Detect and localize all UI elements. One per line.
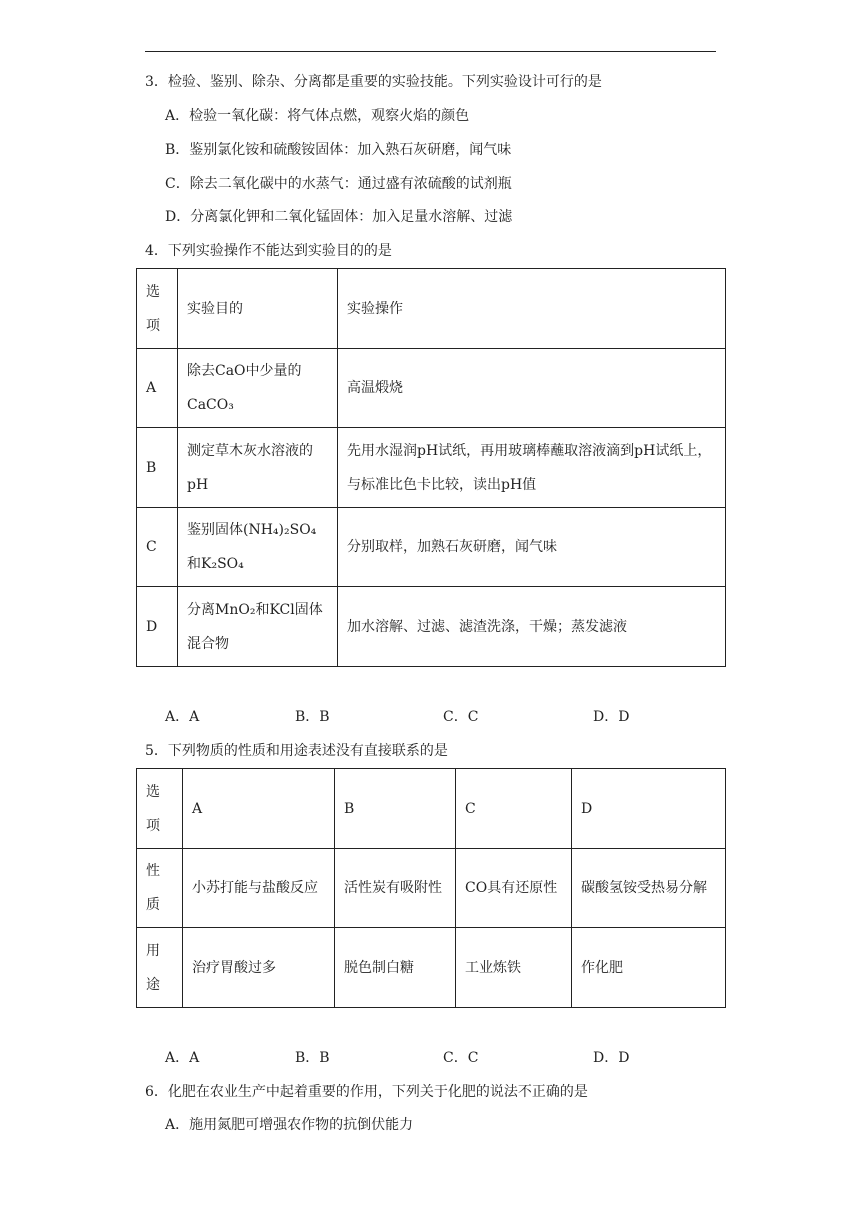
table-row [137, 428, 726, 508]
question-6-stem: 6．化肥在农业生产中起着重要的作用，下列关于化肥的说法不正确的是 [145, 1084, 588, 1100]
header-operation: 实验操作 [338, 269, 726, 349]
table-row-use [137, 928, 726, 1008]
question-5-table [136, 768, 726, 1008]
answer-choice-b[interactable]: B．B [295, 1050, 330, 1066]
answer-choice-b[interactable]: B．B [295, 709, 330, 725]
question-3-stem: 3．检验、鉴别、除杂、分离都是重要的实验技能。下列实验设计可行的是 [145, 74, 602, 90]
table-row [137, 508, 726, 587]
question-3-option-b[interactable]: B．鉴别氯化铵和硫酸铵固体：加入熟石灰研磨，闻气味 [165, 142, 512, 158]
row-purpose: 测定草木灰水溶液的pH [178, 428, 338, 508]
row-option: C [137, 508, 178, 587]
row-operation: 分别取样，加熟石灰研磨，闻气味 [338, 508, 726, 587]
table-row [137, 587, 726, 667]
property-cell: 碳酸氢铵受热易分解 [572, 849, 726, 928]
question-3-option-d[interactable]: D．分离氯化钾和二氧化锰固体：加入足量水溶解、过滤 [165, 209, 513, 225]
row-label-property: 性质 [137, 849, 183, 928]
column-label: D [572, 769, 726, 849]
answer-choice-a[interactable]: A．A [165, 1050, 200, 1066]
use-cell: 作化肥 [572, 928, 726, 1008]
question-6-option-a[interactable]: A．施用氮肥可增强农作物的抗倒伏能力 [165, 1117, 414, 1133]
question-3-option-a[interactable]: A．检验一氧化碳：将气体点燃，观察火焰的颜色 [165, 108, 470, 124]
header-option: 选项 [137, 269, 178, 349]
use-cell: 工业炼铁 [456, 928, 572, 1008]
question-4-answer-choices [165, 707, 685, 727]
column-label: B [335, 769, 456, 849]
row-operation: 高温煅烧 [338, 349, 726, 428]
table-row-property [137, 849, 726, 928]
table-row [137, 349, 726, 428]
row-option: D [137, 587, 178, 667]
row-option: B [137, 428, 178, 508]
answer-choice-a[interactable]: A．A [165, 709, 200, 725]
use-cell: 脱色制白糖 [335, 928, 456, 1008]
property-cell: 活性炭有吸附性 [335, 849, 456, 928]
question-4-table [136, 268, 726, 667]
property-cell: CO具有还原性 [456, 849, 572, 928]
row-operation: 加水溶解、过滤、滤渣洗涤，干燥；蒸发滤液 [338, 587, 726, 667]
use-cell: 治疗胃酸过多 [183, 928, 335, 1008]
answer-choice-d[interactable]: D．D [593, 1050, 630, 1066]
answer-choice-c[interactable]: C．C [443, 709, 479, 725]
question-5-answer-choices [165, 1048, 685, 1068]
table-header-row [137, 269, 726, 349]
row-label-option: 选项 [137, 769, 183, 849]
header-rule [145, 51, 716, 52]
row-operation: 先用水湿润pH试纸，再用玻璃棒蘸取溶液滴到pH试纸上，与标准比色卡比较，读出pH值 [338, 428, 726, 508]
column-label: C [456, 769, 572, 849]
column-label: A [183, 769, 335, 849]
row-purpose: 分离MnO₂和KCl固体混合物 [178, 587, 338, 667]
row-purpose: 除去CaO中少量的CaCO₃ [178, 349, 338, 428]
row-label-use: 用途 [137, 928, 183, 1008]
question-4-stem: 4．下列实验操作不能达到实验目的的是 [145, 243, 392, 259]
question-5-stem: 5．下列物质的性质和用途表述没有直接联系的是 [145, 743, 448, 759]
row-purpose: 鉴别固体(NH₄)₂SO₄和K₂SO₄ [178, 508, 338, 587]
property-cell: 小苏打能与盐酸反应 [183, 849, 335, 928]
question-3-option-c[interactable]: C．除去二氧化碳中的水蒸气：通过盛有浓硫酸的试剂瓶 [165, 176, 512, 192]
header-purpose: 实验目的 [178, 269, 338, 349]
row-option: A [137, 349, 178, 428]
answer-choice-d[interactable]: D．D [593, 709, 630, 725]
answer-choice-c[interactable]: C．C [443, 1050, 479, 1066]
table-header-row [137, 769, 726, 849]
